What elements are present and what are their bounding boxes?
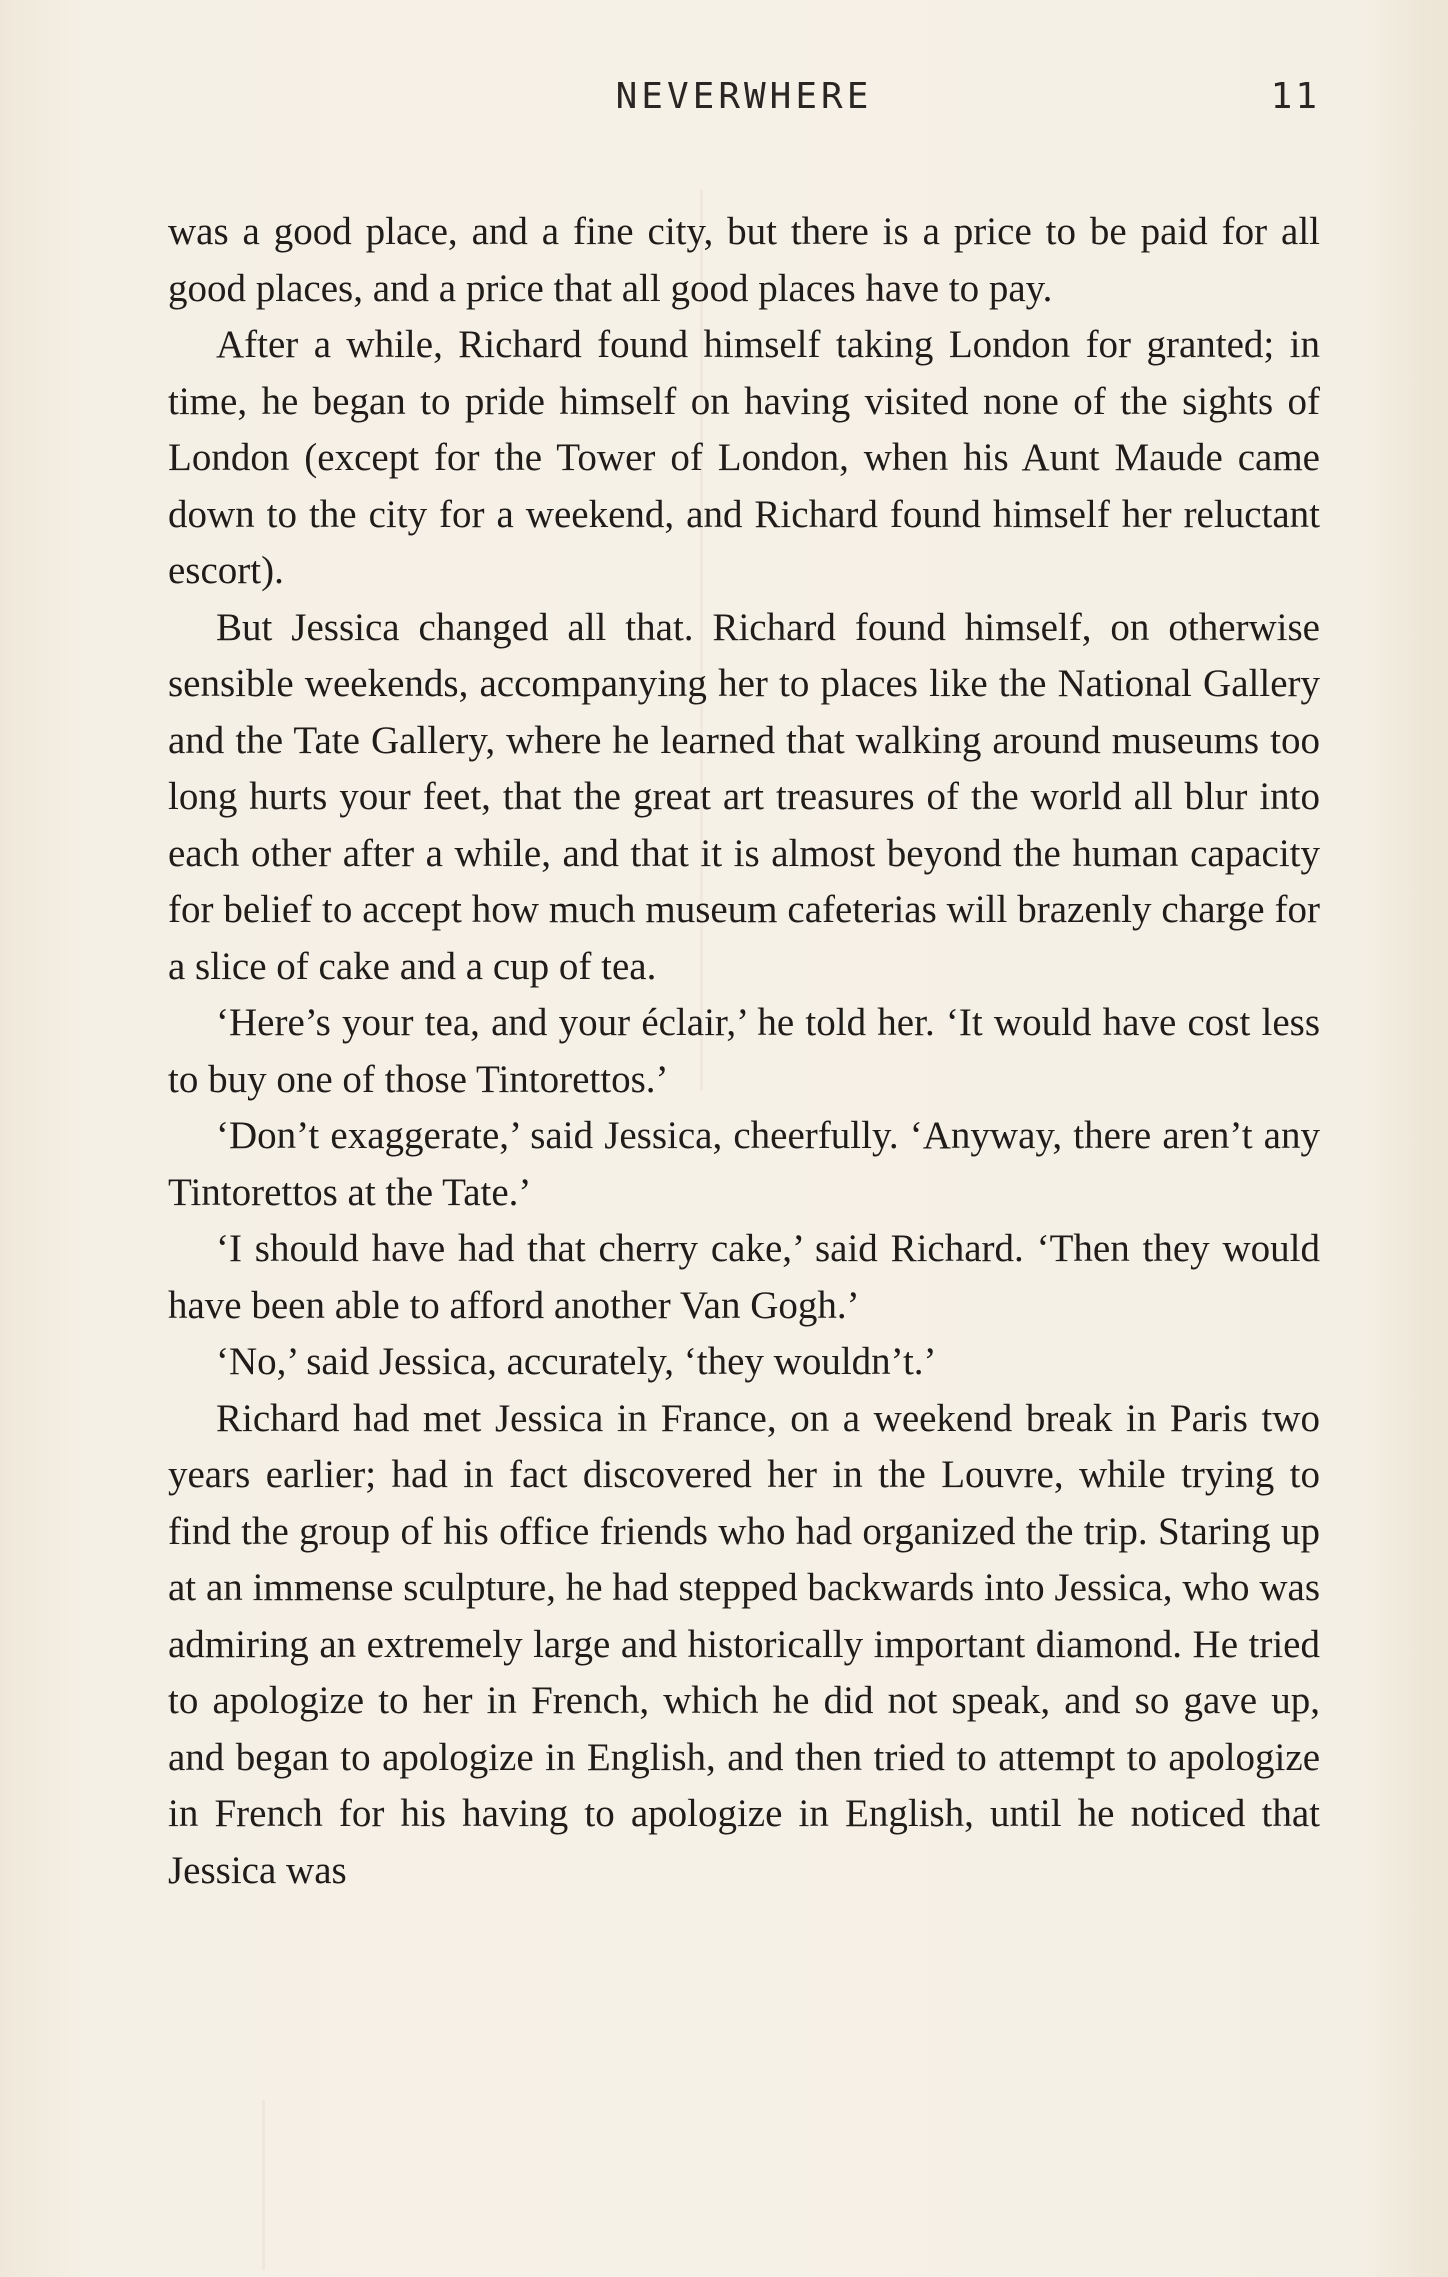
paragraph: Richard had met Jessica in France, on a weekend break in Paris two years earlier; had in fact discovered her in the Louvre, while trying to find the group of his office friends who had organized the trip. Staring up at an immense sculpture, he had stepped backwards into Jessica, who was admiring an extremely large and historically important diamond. He tried to apologize to her in French, which he did not speak, and so gave up, and began to apologize in English, and then tried to attempt to apologize in French for his having to apologize in English, until he noticed that Jessica was <box>168 1396 1320 1892</box>
show-through-line <box>262 2100 265 2270</box>
paragraph: ‘No,’ said Jessica, accurately, ‘they wouldn’t.’ <box>216 1340 937 1383</box>
paragraph: ‘I should have had that cherry cake,’ said Richard. ‘Then they would have been able to afford another Van Gogh.’ <box>168 1227 1320 1327</box>
body-text <box>168 204 1320 1899</box>
paragraph: ‘Don’t exaggerate,’ said Jessica, cheerfully. ‘Anyway, there aren’t any Tintorettos at the Tate.’ <box>168 1114 1320 1214</box>
running-header <box>168 76 1320 126</box>
paragraph: After a while, Richard found himself taking London for granted; in time, he began to pride himself on having visited none of the sights of London (except for the Tower of London, when his Aunt Maude came down to the city for a weekend, and Richard found himself her reluctant escort). <box>168 323 1320 592</box>
paragraph: ‘Here’s your tea, and your éclair,’ he told her. ‘It would have cost less to buy one of those Tintorettos.’ <box>168 1001 1320 1101</box>
running-title: NEVERWHERE <box>615 76 873 117</box>
paragraph: was a good place, and a fine city, but there is a price to be paid for all good places, and a price that all good places have to pay. <box>168 210 1320 310</box>
paragraph: But Jessica changed all that. Richard found himself, on otherwise sensible weekends, accompanying her to places like the National Gallery and the Tate Gallery, where he learned that walking around museums too long hurts your feet, that the great art treasures of the world all blur into each other after a while, and that it is almost beyond the human capacity for belief to accept how much museum cafeterias will brazenly charge for a slice of cake and a cup of tea. <box>168 605 1320 988</box>
page-number: 11 <box>1270 76 1320 117</box>
